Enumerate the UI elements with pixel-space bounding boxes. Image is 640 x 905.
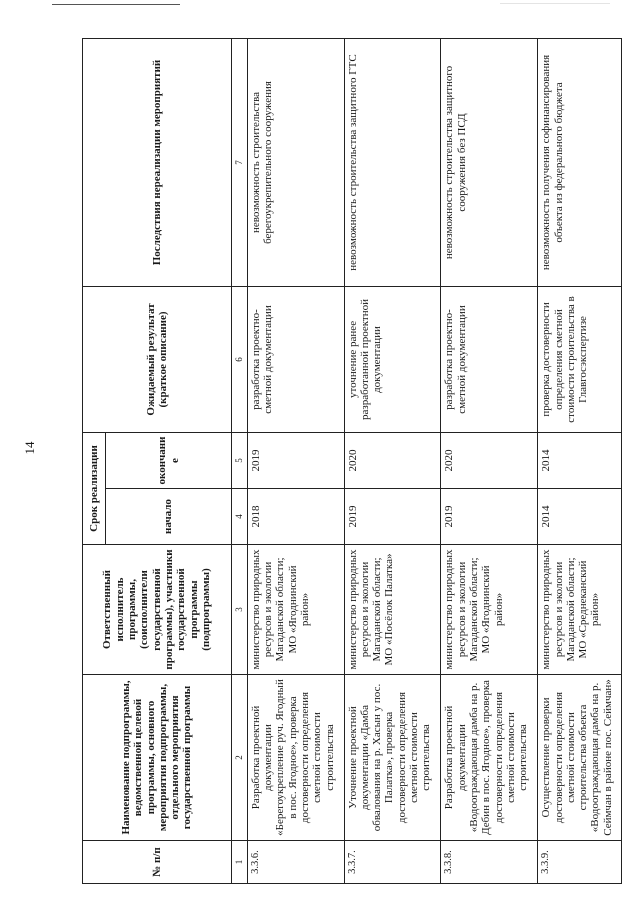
table-row — [247, 38, 344, 883]
row-result: разработка проектно-сметной документации — [441, 286, 538, 432]
row-number: 3.3.6. — [247, 841, 344, 884]
column-number-row — [231, 38, 247, 883]
column-number: 3 — [231, 545, 247, 675]
header-number: № п/п — [83, 841, 232, 884]
row-name: Разработка проектной документации «Водоограждающая дамба на р. Дебин в пос. Ягодное», проверка достоверности определения сметной стоимости строительства — [441, 675, 538, 841]
header-term: Срок реализации — [83, 432, 106, 544]
row-number: 3.3.9. — [538, 841, 622, 884]
top-faint-mark — [500, 3, 610, 4]
row-number: 3.3.8. — [441, 841, 538, 884]
row-name: Уточнение проектной документации «Дамба обвалования на р. Хасын у пос. Палатка», проверка достоверности определения сметной стоимости строительства — [344, 675, 441, 841]
row-executor: министерство природных ресурсов и экологии Магаданской области; МО «Ягоднинский район» — [441, 545, 538, 675]
column-number: 7 — [231, 38, 247, 286]
row-end-year: 2019 — [247, 432, 344, 488]
column-number: 4 — [231, 489, 247, 545]
row-consequence: невозможность получения софинансирования объекта из федерального бюджета — [538, 38, 622, 286]
header-row-1 — [83, 38, 106, 883]
row-executor: министерство природных ресурсов и экологии Магаданской области; МО «Среднеканский район» — [538, 545, 622, 675]
row-start-year: 2014 — [538, 489, 622, 545]
table-row — [538, 38, 622, 883]
table-row — [441, 38, 538, 883]
row-end-year: 2020 — [441, 432, 538, 488]
row-result: уточнение ранее разработанной проектной документации — [344, 286, 441, 432]
top-rule — [52, 4, 180, 5]
row-name: Разработка проектной документации «Берегоукрепление руч. Ягодный в пос. Ягодное», проверка достоверности определения сметной стоимости строительства — [247, 675, 344, 841]
row-executor: министерство природных ресурсов и экологии Магаданской области; МО «Ягоднинский район» — [247, 545, 344, 675]
row-start-year: 2019 — [344, 489, 441, 545]
row-result: разработка проектно-сметной документации — [247, 286, 344, 432]
page-number: 14 — [22, 441, 37, 455]
row-consequence: невозможность строительства защитного сооружения без ПСД — [441, 38, 538, 286]
row-consequence: невозможность строительства берегоукрепительного сооружения — [247, 38, 344, 286]
column-number: 6 — [231, 286, 247, 432]
row-start-year: 2018 — [247, 489, 344, 545]
row-end-year: 2020 — [344, 432, 441, 488]
row-consequence: невозможность строительства защитного ГТС — [344, 38, 441, 286]
row-start-year: 2019 — [441, 489, 538, 545]
rotated-table-container — [82, 39, 622, 884]
header-executor: Ответственный исполнитель программы, (соисполнители государственной программы), участники государственной программы (подпрограммы) — [83, 545, 232, 675]
row-number: 3.3.7. — [344, 841, 441, 884]
row-result: проверка достоверности определения сметной стоимости строительства в Главгосэкспертизе — [538, 286, 622, 432]
row-executor: министерство природных ресурсов и экологии Магаданской области; МО «Посёлок Палатка» — [344, 545, 441, 675]
header-name: Наименование подпрограммы, ведомственной целевой программы, основного мероприятия подпрограммы, отдельного мероприятия государственной программы — [83, 675, 232, 841]
header-start: начало — [106, 489, 231, 545]
column-number: 5 — [231, 432, 247, 488]
column-number: 1 — [231, 841, 247, 884]
row-name: Осуществление проверки достоверности определения сметной стоимости строительства объекта «Водоограждающая дамба на р. Сеймчан в районе пос. Сеймчан» — [538, 675, 622, 841]
header-consequence: Последствия нереализации мероприятий — [83, 38, 232, 286]
table-row — [344, 38, 441, 883]
program-measures-table — [82, 38, 622, 884]
row-end-year: 2014 — [538, 432, 622, 488]
header-end: окончание — [106, 432, 231, 488]
column-number: 2 — [231, 675, 247, 841]
header-result: Ожидаемый результат (краткое описание) — [83, 286, 232, 432]
